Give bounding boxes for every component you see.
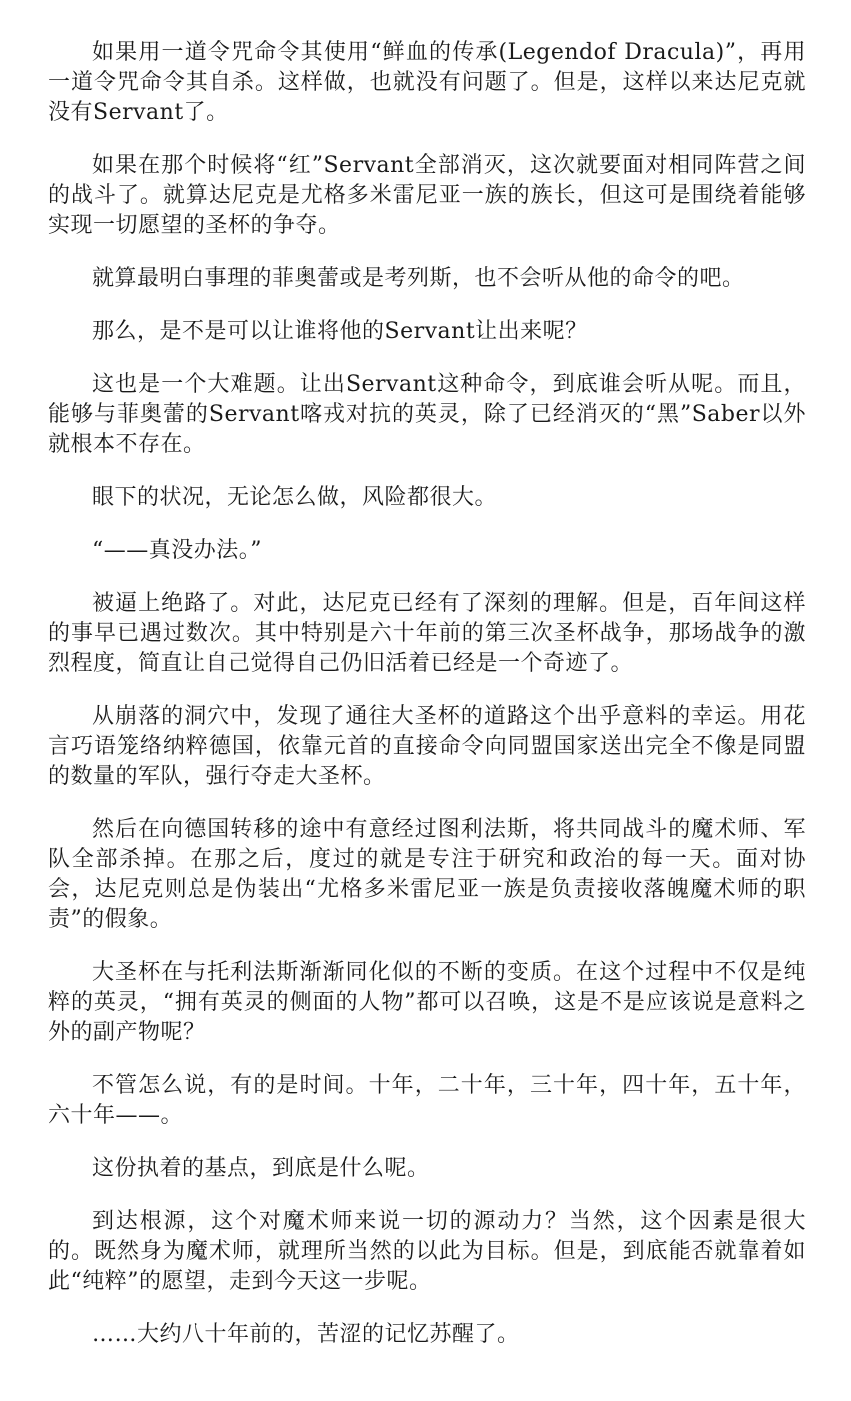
paragraph: 然后在向德国转移的途中有意经过图利法斯，将共同战斗的魔术师、军队全部杀掉。在那之后，度过的就是专注于研究和政治的每一天。面对协会，达尼克则总是伪装出“尤格多米雷尼亚一族是负责接收落魄魔术师的职责”的假象。 xyxy=(48,817,806,932)
paragraph: 到达根源，这个对魔术师来说一切的源动力？当然，这个因素是很大的。既然身为魔术师，就理所当然的以此为目标。但是，到底能否就靠着如此“纯粹”的愿望，走到今天这一步呢。 xyxy=(48,1209,806,1294)
paragraph: 这也是一个大难题。让出Servant这种命令，到底谁会听从呢。而且，能够与菲奥蕾的Servant喀戎对抗的英灵，除了已经消灭的“黑”Saber以外就根本不存在。 xyxy=(48,372,806,457)
paragraph: 如果在那个时候将“红”Servant全部消灭，这次就要面对相同阵营之间的战斗了。就算达尼克是尤格多米雷尼亚一族的族长，但这可是围绕着能够实现一切愿望的圣杯的争夺。 xyxy=(48,153,806,238)
paragraph: 就算最明白事理的菲奥蕾或是考列斯，也不会听从他的命令的吧。 xyxy=(92,266,745,291)
paragraph: “——真没办法。” xyxy=(92,538,262,563)
paragraph: 被逼上绝路了。对此，达尼克已经有了深刻的理解。但是，百年间这样的事早已遇过数次。其中特别是六十年前的第三次圣杯战争，那场战争的激烈程度，简直让自己觉得自己仍旧活着已经是一个奇迹了。 xyxy=(48,591,806,676)
paragraph: 如果用一道令咒命令其使用“鲜血的传承(Legendof Dracula)”，再用一道令咒命令其自杀。这样做，也就没有问题了。但是，这样以来达尼克就没有Servant了。 xyxy=(48,40,806,125)
paragraph: 不管怎么说，有的是时间。十年，二十年，三十年，四十年，五十年，六十年——。 xyxy=(48,1073,806,1128)
paragraph: 这份执着的基点，到底是什么呢。 xyxy=(92,1156,430,1181)
document-body xyxy=(48,38,806,1373)
paragraph: 大圣杯在与托利法斯渐渐同化似的不断的变质。在这个过程中不仅是纯粹的英灵，“拥有英灵的侧面的人物”都可以召唤，这是不是应该说是意料之外的副产物呢？ xyxy=(48,960,806,1045)
paragraph: 那么，是不是可以让谁将他的Servant让出来呢？ xyxy=(92,319,588,344)
paragraph: ……大约八十年前的，苦涩的记忆苏醒了。 xyxy=(92,1322,520,1347)
paragraph: 从崩落的洞穴中，发现了通往大圣杯的道路这个出乎意料的幸运。用花言巧语笼络纳粹德国，依靠元首的直接命令向同盟国家送出完全不像是同盟的数量的军队，强行夺走大圣杯。 xyxy=(48,704,806,789)
paragraph: 眼下的状况，无论怎么做，风险都很大。 xyxy=(92,485,498,510)
